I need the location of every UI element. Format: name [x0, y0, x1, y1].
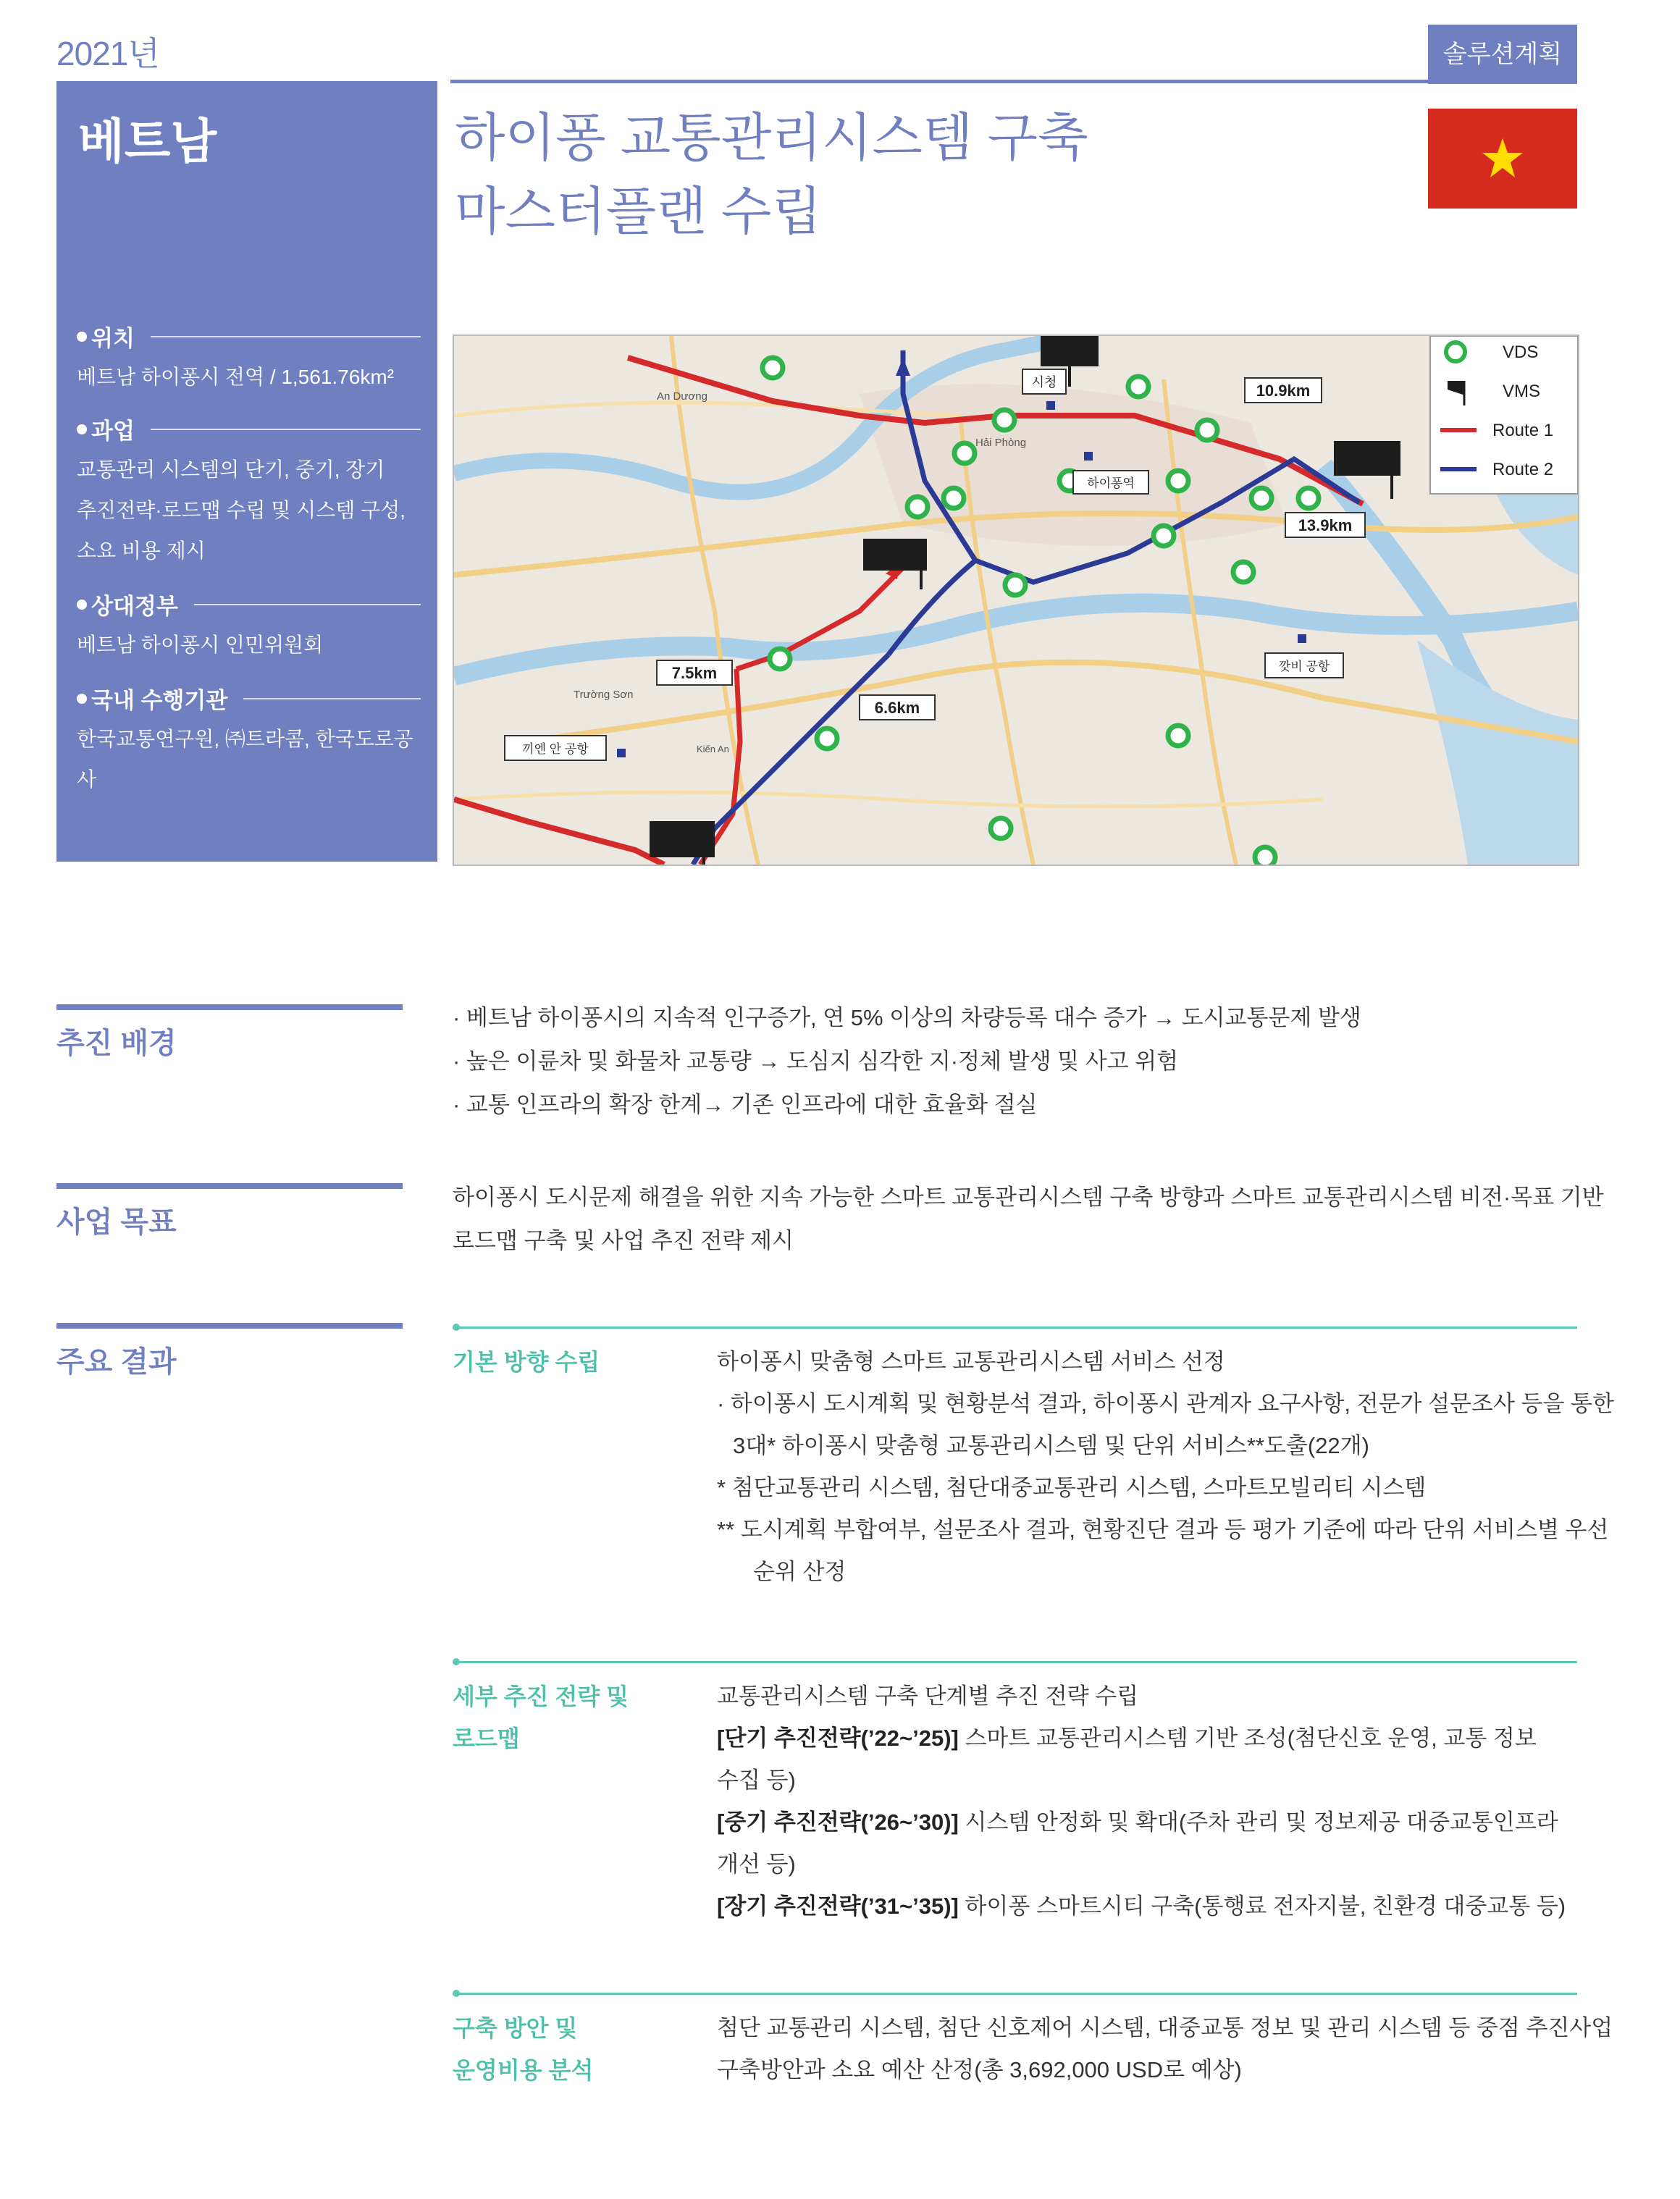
country-name: 베트남	[78, 114, 217, 168]
info-value: 베트남 하이퐁시 인민위원회	[77, 634, 324, 656]
info-label: 국내 수행기관	[91, 688, 228, 713]
vds-marker	[1005, 575, 1025, 595]
info-counterpart	[77, 588, 421, 665]
map-legend	[1430, 336, 1578, 494]
distance-label	[1245, 378, 1322, 403]
vds-marker	[954, 443, 975, 463]
basic-detail: · 하이퐁시 도시계획 및 현황분석 결과, 하이퐁시 관계자 요구사항, 전문가 설문조사 등을 통한	[717, 1391, 1614, 1416]
results-section-label: 주요 결과	[56, 1323, 403, 1380]
subsection-divider	[453, 1993, 1577, 1995]
category-badge: 솔루션계획	[1428, 25, 1577, 84]
basic-lead: 하이퐁시 맞춤형 스마트 교통관리시스템 서비스 선정	[717, 1349, 1225, 1374]
vds-legend-icon	[1446, 342, 1465, 361]
vds-marker	[1154, 526, 1174, 546]
roadmap-mid-term-cont: 개선 등)	[717, 1851, 796, 1877]
info-label: 과업	[91, 419, 135, 444]
info-value: 베트남 하이퐁시 전역 / 1,561.76km²	[77, 366, 394, 388]
vds-marker	[1128, 377, 1148, 397]
basic-direction-label: 기본 방향 수립	[453, 1349, 600, 1375]
svg-text:6.6km: 6.6km	[874, 699, 920, 717]
distance-label	[1285, 513, 1365, 537]
vds-marker	[817, 728, 837, 749]
svg-text:10.9km: 10.9km	[1256, 382, 1311, 400]
legend-vms: VMS	[1503, 382, 1541, 401]
goal-line: 로드맵 구축 및 사업 추진 전략 제시	[453, 1228, 794, 1253]
background-section-label: 추진 배경	[56, 1004, 403, 1061]
bullet-icon	[77, 600, 87, 610]
background-line: · 베트남 하이퐁시의 지속적 인구증가, 연 5% 이상의 차량등록 대수 증가 → 도시교통문제 발생	[453, 1005, 1361, 1030]
legend-route-1: Route 1	[1492, 421, 1554, 440]
basic-detail: 3대* 하이퐁시 맞춤형 교통관리시스템 및 단위 서비스**도출(22개)	[733, 1433, 1369, 1458]
bullet-icon	[77, 332, 87, 342]
title-divider	[450, 80, 1577, 83]
background-text	[453, 996, 1361, 1127]
bullet-icon	[77, 424, 87, 434]
place-label: Trường Sơn	[574, 689, 634, 701]
vds-marker	[770, 649, 790, 669]
place-label: Hải Phòng	[975, 437, 1027, 449]
vds-marker	[763, 358, 783, 378]
info-value: 소요 비용 제시	[77, 539, 206, 562]
info-label: 위치	[91, 326, 135, 351]
vds-marker	[1233, 562, 1253, 582]
place-label: Kiến An	[697, 744, 729, 754]
cost-line: 구축방안과 소요 예산 산정(총 3,692,000 USD로 예상)	[717, 2057, 1242, 2082]
background-line: · 높은 이륜차 및 화물차 교통량 → 도심지 심각한 지·정체 발생 및 사고 위험	[453, 1048, 1179, 1074]
vds-marker	[1197, 420, 1217, 440]
svg-text:13.9km: 13.9km	[1298, 516, 1353, 534]
background-line: · 교통 인프라의 확장 한계→ 기존 인프라에 대한 효율화 절실	[453, 1092, 1038, 1117]
route-map	[453, 335, 1579, 866]
svg-text:깟비 공항: 깟비 공항	[1278, 660, 1330, 673]
distance-label	[860, 695, 935, 720]
info-location	[77, 320, 421, 398]
roadmap-long-term: [장기 추진전략(’31~’35)] 하이퐁 스마트시티 구축(통행료 전자지불, 친환경 대중교통 등)	[717, 1893, 1566, 1919]
basic-note: 순위 산정	[753, 1559, 847, 1584]
info-value: 교통관리 시스템의 단기, 중기, 장기	[77, 458, 385, 481]
vds-marker	[1298, 488, 1319, 508]
basic-note: ** 도시계획 부합여부, 설문조사 결과, 현황진단 결과 등 평가 기준에 따라 단위 서비스별 우선	[717, 1517, 1609, 1542]
vds-marker	[1255, 847, 1275, 865]
goal-text	[453, 1176, 1604, 1263]
vds-marker	[1251, 488, 1272, 508]
roadmap-short-term: [단기 추진전략(’22~’25)] 스마트 교통관리시스템 기반 조성(첨단신호 운영, 교통 정보	[717, 1725, 1537, 1751]
title-line-1: 하이퐁 교통관리시스템 구축	[455, 109, 1088, 167]
cost-body	[717, 2007, 1613, 2091]
bullet-icon	[77, 694, 87, 704]
subsection-divider	[453, 1326, 1577, 1329]
page-title	[455, 101, 1088, 249]
vds-marker	[944, 488, 964, 508]
vds-marker	[1168, 726, 1188, 746]
legend-route-2: Route 2	[1492, 460, 1554, 479]
info-value: 한국교통연구원, ㈜트라콤, 한국도로공사	[77, 728, 413, 791]
roadmap-mid-term: [중기 추진전략(’26~’30)] 시스템 안정화 및 확대(주차 관리 및 정보제공 대중교통인프라	[717, 1809, 1558, 1835]
legend-vds: VDS	[1503, 342, 1539, 362]
star-icon	[1481, 137, 1524, 180]
vietnam-flag	[1428, 109, 1577, 209]
info-task	[77, 413, 421, 571]
project-info-panel	[56, 81, 437, 862]
roadmap-lead: 교통관리시스템 구축 단계별 추진 전략 수립	[717, 1683, 1139, 1709]
vds-marker	[994, 410, 1015, 430]
goal-section-label: 사업 목표	[56, 1183, 403, 1240]
info-agency	[77, 682, 421, 800]
place-label: An Dương	[657, 390, 707, 403]
info-label: 상대정부	[91, 594, 178, 619]
title-line-2: 마스터플랜 수립	[455, 183, 822, 241]
basic-direction-body	[717, 1341, 1614, 1593]
roadmap-short-term-cont: 수집 등)	[717, 1767, 796, 1793]
roadmap-label: 세부 추진 전략 및 로드맵	[453, 1683, 629, 1752]
svg-text:끼엔 안 공항: 끼엔 안 공항	[522, 742, 589, 756]
goal-line: 하이퐁시 도시문제 해결을 위한 지속 가능한 스마트 교통관리시스템 구축 방향과 스마트 교통관리시스템 비전·목표 기반	[453, 1185, 1604, 1210]
year-label: 2021년	[56, 35, 159, 72]
svg-text:7.5km: 7.5km	[671, 664, 718, 682]
distance-label	[657, 660, 732, 685]
vds-marker	[907, 497, 928, 517]
vds-marker	[1168, 471, 1188, 491]
info-value: 추진전략·로드맵 수립 및 시스템 구성,	[77, 499, 406, 521]
cost-label: 구축 방안 및 운영비용 분석	[453, 2015, 594, 2083]
svg-text:시청: 시청	[1031, 375, 1057, 390]
svg-text:하이퐁역: 하이퐁역	[1087, 476, 1135, 490]
vds-marker	[991, 818, 1011, 838]
subsection-divider	[453, 1661, 1577, 1663]
basic-note: * 첨단교통관리 시스템, 첨단대중교통관리 시스템, 스마트모빌리티 시스템	[717, 1475, 1427, 1500]
cost-line: 첨단 교통관리 시스템, 첨단 신호제어 시스템, 대중교통 정보 및 관리 시스템 등 중점 추진사업	[717, 2015, 1613, 2040]
roadmap-body	[717, 1675, 1579, 1927]
